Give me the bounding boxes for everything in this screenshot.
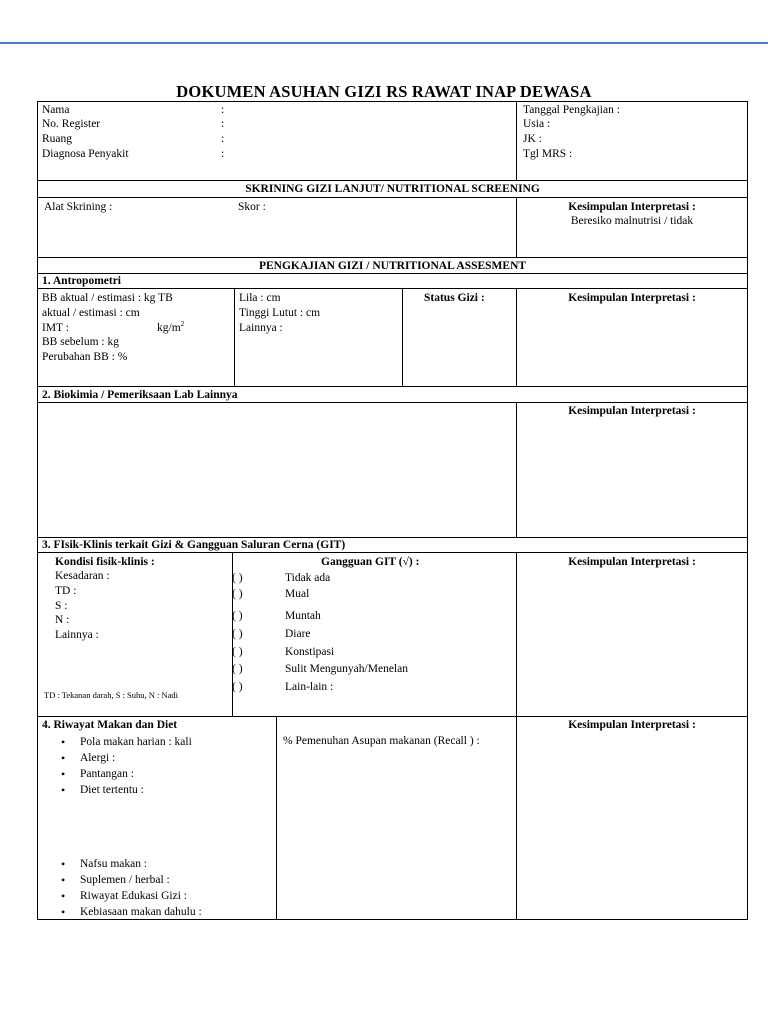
colon: : [221, 118, 225, 130]
biochem-conclusion-label: Kesimpulan Interpretasi : [568, 405, 696, 417]
git-checkbox[interactable]: ( ) [232, 588, 243, 600]
label-no-register: No. Register [42, 118, 101, 130]
anthro-line-bb-sebelum: BB sebelum : kg [42, 336, 119, 348]
kondisi-label: Kondisi fisik-klinis : [55, 556, 155, 568]
label-jk: JK : [523, 133, 542, 145]
screening-conclusion-label: Kesimpulan Interpretasi : [568, 201, 696, 213]
git-item-mual: Mual [285, 588, 310, 600]
clinical-footnote: TD : Tekanan darah, S : Suhu, N : Nadi [44, 690, 179, 700]
label-diagnosa: Diagnosa Penyakit [42, 148, 129, 160]
label-usia: Usia : [523, 118, 551, 130]
list-item: • Riwayat Edukasi Gizi : [55, 888, 202, 904]
git-checkbox[interactable]: ( ) [232, 646, 243, 658]
label-tanggal-pengkajian: Tanggal Pengkajian : [523, 104, 620, 116]
git-checkbox[interactable]: ( ) [232, 628, 243, 640]
kondisi-kesadaran: Kesadaran : [55, 570, 110, 582]
colon: : [221, 133, 225, 145]
label-tgl-mrs: Tgl MRS : [523, 148, 573, 160]
kondisi-td: TD : [55, 585, 77, 597]
colon: : [221, 104, 225, 116]
list-item: • Nafsu makan : [55, 856, 202, 872]
biochem-title: 2. Biokimia / Pemeriksaan Lab Lainnya [42, 389, 238, 401]
document-title: DOKUMEN ASUHAN GIZI RS RAWAT INAP DEWASA [176, 82, 592, 101]
diet-list-bottom [55, 856, 202, 920]
list-item: • Pantangan : [55, 766, 192, 782]
list-item: • Alergi : [55, 750, 192, 766]
kondisi-lainnya: Lainnya : [55, 629, 99, 641]
top-accent-line [0, 42, 768, 44]
anthro-conclusion-label: Kesimpulan Interpretasi : [568, 292, 696, 304]
list-item: • Suplemen / herbal : [55, 872, 202, 888]
kondisi-s: S : [55, 600, 68, 612]
git-label: Gangguan GIT (√) : [321, 556, 420, 568]
git-checkbox[interactable]: ( ) [232, 681, 243, 693]
git-checkbox[interactable]: ( ) [232, 572, 243, 584]
git-item-sulit-mengunyah: Sulit Mengunyah/Menelan [285, 663, 408, 675]
screening-header: SKRINING GIZI LANJUT/ NUTRITIONAL SCREENING [245, 183, 540, 195]
list-item: • Pola makan harian : kali [55, 734, 192, 750]
screening-conclusion-value: Beresiko malnutrisi / tidak [570, 215, 694, 227]
anthro-line-perubahan: Perubahan BB : % [42, 351, 128, 363]
anthro-tinggi-lutut: Tinggi Lutut : cm [239, 307, 321, 319]
git-item-tidak-ada: Tidak ada [285, 572, 331, 584]
anthro-lainnya: Lainnya : [239, 322, 283, 334]
assessment-header: PENGKAJIAN GIZI / NUTRITIONAL ASSESMENT [258, 260, 527, 272]
status-gizi-label: Status Gizi : [424, 292, 485, 304]
kondisi-n: N : [55, 614, 70, 626]
list-item: • Diet tertentu : [55, 782, 192, 798]
git-item-muntah: Muntah [285, 610, 321, 622]
clinical-conclusion-label: Kesimpulan Interpretasi : [568, 556, 696, 568]
clinical-title: 3. FIsik-Klinis terkait Gizi & Gangguan Saluran Cerna (GIT) [42, 539, 346, 551]
anthropometry-title: 1. Antropometri [42, 275, 122, 287]
diet-conclusion-label: Kesimpulan Interpretasi : [568, 719, 696, 731]
anthro-line-tb: aktual / estimasi : cm [42, 307, 140, 319]
colon: : [221, 148, 225, 160]
recall-label: % Pemenuhan Asupan makanan (Recall ) : [283, 735, 480, 747]
git-checkbox[interactable]: ( ) [232, 610, 243, 622]
anthro-line-imt: IMT : [42, 322, 69, 334]
list-item: • Kebiasaan makan dahulu : [55, 904, 202, 920]
anthro-lila: Lila : cm [239, 292, 281, 304]
git-item-konstipasi: Konstipasi [285, 646, 335, 658]
label-alat-skrining: Alat Skrining : [44, 201, 113, 213]
label-ruang: Ruang [42, 133, 73, 145]
git-checkbox[interactable]: ( ) [232, 663, 243, 675]
git-item-lain-lain: Lain-lain : [285, 681, 334, 693]
anthro-line-bb: BB aktual / estimasi : kg TB [42, 292, 173, 304]
anthro-imt-unit: $kg/m^2$ [157, 320, 185, 334]
diet-title: 4. Riwayat Makan dan Diet [42, 719, 178, 731]
label-nama: Nama [42, 104, 70, 116]
label-skor: Skor : [238, 201, 266, 213]
git-item-diare: Diare [285, 628, 311, 640]
diet-list-top [55, 734, 192, 798]
